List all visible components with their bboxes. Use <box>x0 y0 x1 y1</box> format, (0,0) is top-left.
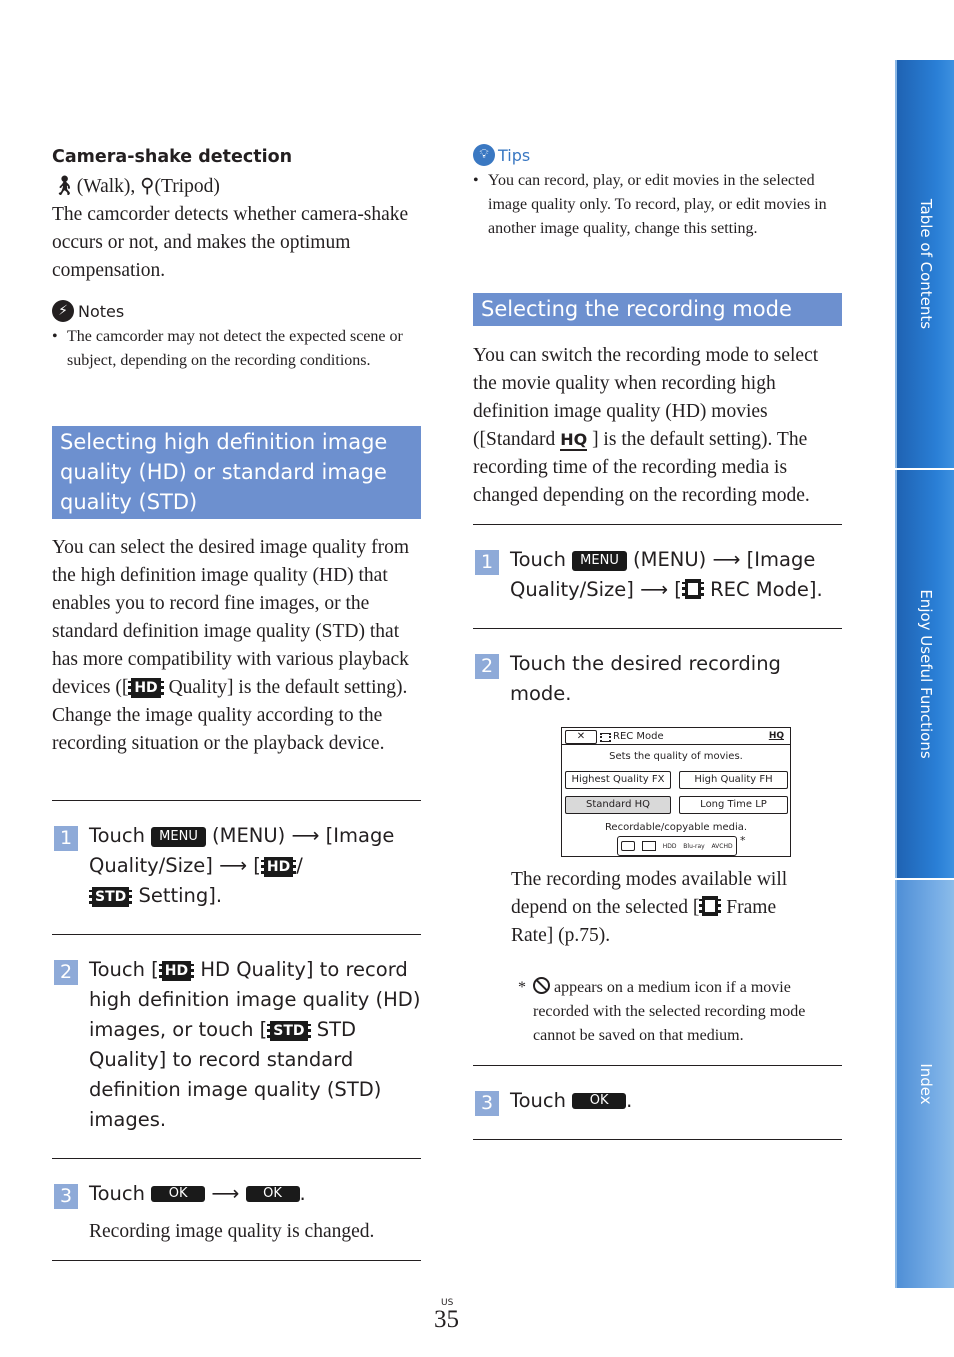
right-step-2: Touch the desired recording mode. <box>510 652 781 705</box>
screen-divider <box>562 744 790 745</box>
camera-shake-section <box>52 145 422 285</box>
hd-std-intro: You can select the desired image quality from the high definition image quality (HD) that enables you to record fine images, or the standard definition image quality (STD) that has more compatibility with various playback devices ([ HD Quality] is the default setting). Change the image quality according to the recording situation or the playback device. <box>52 537 410 754</box>
media-icons <box>617 836 737 856</box>
tab-table-of-contents[interactable] <box>895 60 954 468</box>
divider <box>473 1065 842 1066</box>
tab-label: Index <box>916 1063 935 1105</box>
notes-item: • The camcorder may not detect the expected scene or subject, depending on the recording conditions. <box>52 328 403 369</box>
page-region: US <box>441 1298 454 1308</box>
notes-label: Notes <box>78 301 125 321</box>
tab-label: Enjoy Useful Functions <box>916 589 935 759</box>
option-high-quality[interactable]: High Quality FH <box>679 771 788 789</box>
tripod-icon: ⚲ <box>140 176 155 197</box>
tab-index[interactable] <box>895 880 954 1288</box>
hq-badge: HQ <box>768 731 784 741</box>
left-step-2: Touch [ HD HD Quality] to record high definition image quality (HD) images, or touch [ STD STD Quality] to record standard definition image quality (STD) images. <box>89 958 421 1131</box>
walk-icon: 🚶︎ <box>52 176 77 197</box>
bluray-icon: Blu-ray <box>683 842 705 850</box>
rec-mode-screen <box>561 727 791 857</box>
left-step-1: Touch MENU (MENU) ⟶ [Image Quality/Size] ⟶ [ HD / STD Setting]. <box>89 824 395 907</box>
menu-button-icon: MENU <box>151 827 206 847</box>
close-button[interactable]: ✕ <box>565 730 597 744</box>
tips-label: Tips <box>498 145 531 165</box>
footnote: appears on a medium icon if a movie recorded with the selected recording mode cannot be saved on that medium. <box>533 979 806 1044</box>
ok-button-icon: OK <box>151 1186 205 1202</box>
arrow-icon: ⟶ <box>712 548 741 571</box>
memory-card-icon <box>642 841 656 851</box>
after-screen-text: The recording modes available will depend on the selected [ Frame Rate] (p.75). <box>511 869 788 946</box>
std-icon: STD <box>267 1021 310 1041</box>
menu-button-icon: MENU <box>572 551 627 571</box>
right-step-3: Touch OK . <box>510 1089 633 1112</box>
camera-shake-heading: Camera-shake detection <box>52 147 293 167</box>
footnote-mark: * <box>518 979 526 996</box>
screen-title: REC Mode <box>613 731 664 742</box>
tips-item: • You can record, play, or edit movies in the selected image quality only. To record, play, or edit movies in another image quality, change this setting. <box>473 172 827 237</box>
step-number: 1 <box>54 826 78 851</box>
step-number: 2 <box>54 960 78 985</box>
left-step-3-result: Recording image quality is changed. <box>89 1221 375 1242</box>
step-number: 1 <box>475 550 499 575</box>
media-asterisk: * <box>740 834 746 847</box>
camera-shake-modes: 🚶︎(Walk), ⚲(Tripod) <box>52 176 220 197</box>
divider <box>52 1158 421 1159</box>
arrow-icon: ⟶ <box>219 854 248 877</box>
prohibited-icon <box>533 977 550 994</box>
screen-footer: Recordable/copyable media. <box>604 822 748 833</box>
ok-button-icon: OK <box>246 1186 300 1202</box>
divider <box>473 628 842 629</box>
ok-button-icon: OK <box>572 1093 626 1109</box>
divider <box>52 800 421 801</box>
divider <box>473 524 842 525</box>
arrow-icon: ⟶ <box>291 824 320 847</box>
recording-mode-intro: You can switch the recording mode to select the movie quality when recording high definition image quality (HD) movies ([Standard HQ ] is the default setting). The recording time of the recording media is changed depending on the recording mode. <box>473 345 819 506</box>
recording-mode-heading: Selecting the recording mode <box>473 293 842 326</box>
camera-shake-body: The camcorder detects whether camera-shake occurs or not, and makes the optimum compensation. <box>52 204 409 281</box>
tips-bulb-icon: 💡︎ <box>473 144 495 166</box>
divider <box>52 1260 421 1261</box>
divider <box>473 1139 842 1140</box>
option-long-time[interactable]: Long Time LP <box>679 796 788 814</box>
avchd-icon: AVCHD <box>711 842 733 850</box>
notes-block <box>52 300 412 373</box>
std-icon: STD <box>89 887 132 907</box>
right-step-1: Touch MENU (MENU) ⟶ [Image Quality/Size] ⟶ [ REC Mode]. <box>510 548 823 601</box>
screen-title-row <box>600 730 664 744</box>
step-number: 3 <box>54 1184 78 1209</box>
hdd-icon: HDD <box>662 842 677 850</box>
film-icon <box>600 733 611 742</box>
arrow-icon: ⟶ <box>640 578 669 601</box>
page-number: 35 <box>434 1306 459 1333</box>
hd-std-section-heading: Selecting high definition image quality (HD) or standard image quality (STD) <box>52 426 421 519</box>
hd-icon: HD <box>261 857 296 877</box>
tips-block <box>473 144 838 241</box>
screen-subtitle: Sets the quality of movies. <box>609 751 743 762</box>
hd-quality-icon: HD <box>128 678 163 698</box>
tab-enjoy-useful-functions[interactable] <box>895 470 954 878</box>
step-number: 2 <box>475 654 499 679</box>
notes-icon: ⚡︎ <box>52 300 74 322</box>
camcorder-media-icon <box>621 841 635 851</box>
divider <box>52 934 421 935</box>
option-standard[interactable]: Standard HQ <box>565 796 671 814</box>
hq-icon: HQ <box>560 430 588 449</box>
arrow-icon: ⟶ <box>211 1182 240 1205</box>
left-step-3: Touch OK ⟶ OK . <box>89 1182 306 1205</box>
film-icon <box>699 896 721 916</box>
film-icon <box>682 579 704 599</box>
option-highest-quality[interactable]: Highest Quality FX <box>565 771 671 789</box>
tab-label: Table of Contents <box>916 198 935 330</box>
step-number: 3 <box>475 1091 499 1116</box>
hd-icon: HD <box>159 961 194 981</box>
